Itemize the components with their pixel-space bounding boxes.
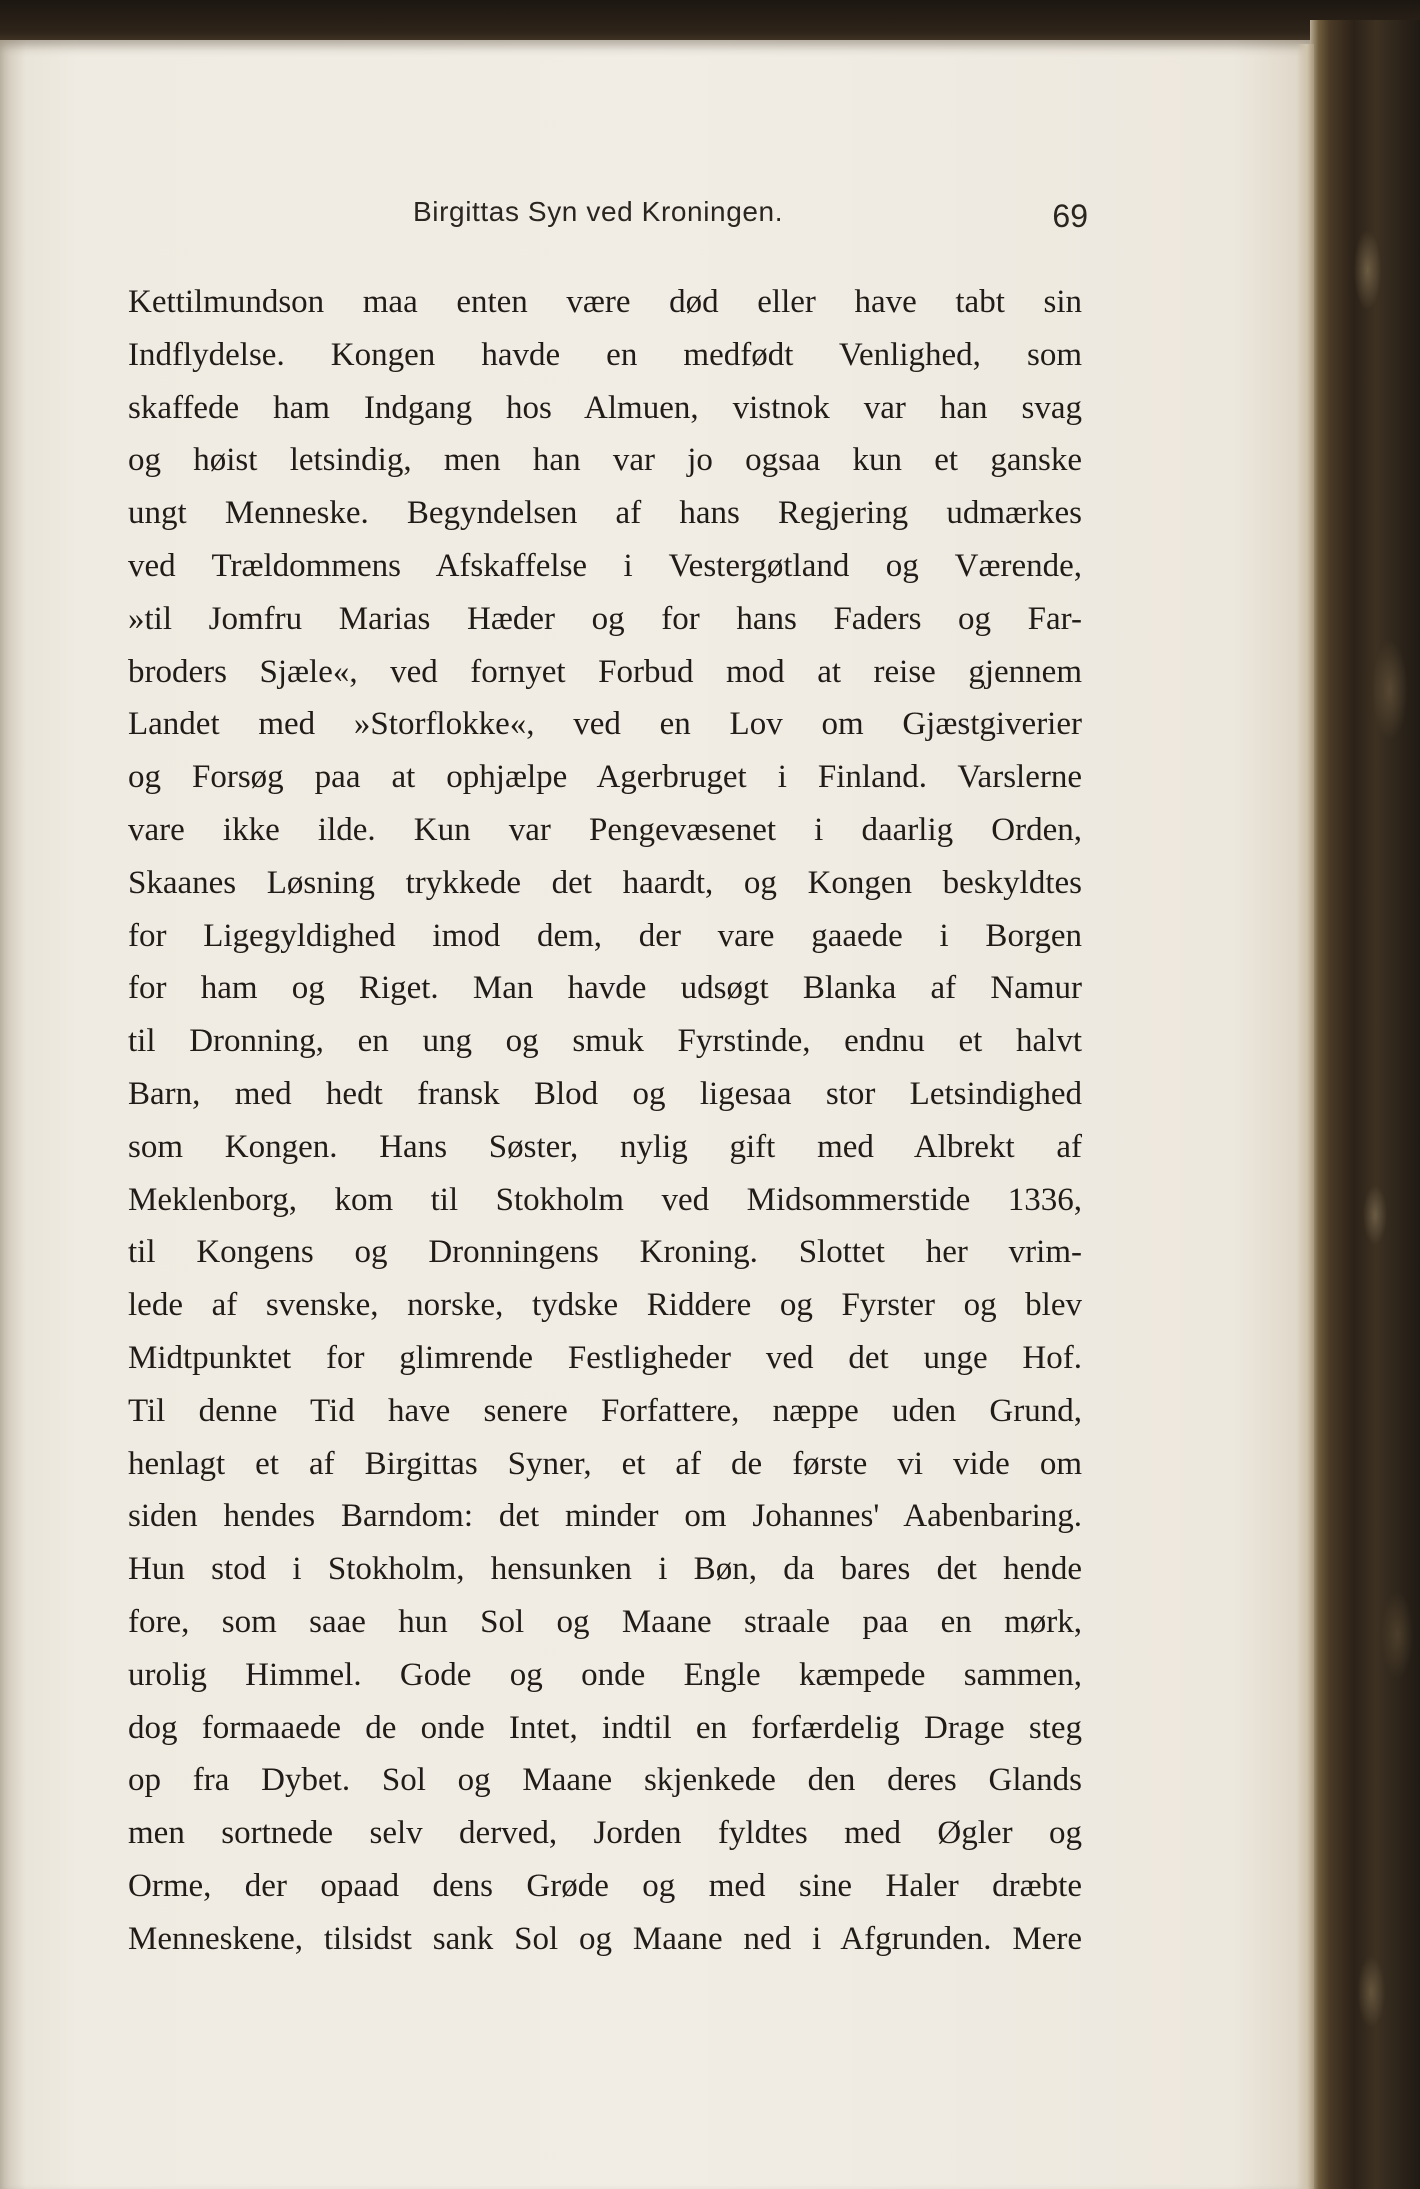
text-line: for ham og Riget. Man havde udsøgt Blanka af Namur [128, 970, 1082, 1007]
text-line: og Forsøg paa at ophjælpe Agerbruget i Finland. Varslerne [128, 759, 1082, 796]
body-text [128, 276, 1082, 1966]
text-line: lede af svenske, norske, tydske Riddere og Fyrster og blev [128, 1287, 1082, 1324]
text-line: Barn, med hedt fransk Blod og ligesaa stor Letsindighed [128, 1075, 1082, 1112]
text-line: Hun stod i Stokholm, hensunken i Bøn, da bares det hende [128, 1551, 1082, 1588]
gutter-shadow [0, 40, 26, 2189]
text-line: Orme, der opaad dens Grøde og med sine Haler dræbte [128, 1867, 1082, 1904]
text-line: broders Sjæle«, ved fornyet Forbud mod at reise gjennem [128, 653, 1082, 690]
text-line: men sortnede selv derved, Jorden fyldtes med Øgler og [128, 1815, 1082, 1852]
text-line: Meklenborg, kom til Stokholm ved Midsommerstide 1336, [128, 1181, 1082, 1218]
text-line: ungt Menneske. Begyndelsen af hans Regjering udmærkes [128, 495, 1082, 532]
text-line: skaffede ham Indgang hos Almuen, vistnok var han svag [128, 389, 1082, 426]
text-line: op fra Dybet. Sol og Maane skjenkede den deres Glands [128, 1762, 1082, 1799]
text-line: Menneskene, tilsidst sank Sol og Maane ned i Afgrunden. Mere [128, 1920, 1082, 1957]
text-line: urolig Himmel. Gode og onde Engle kæmpede sammen, [128, 1656, 1082, 1693]
text-line: og høist letsindig, men han var jo ogsaa kun et ganske [128, 442, 1082, 479]
text-line: ved Trældommens Afskaffelse i Vestergøtland og Værende, [128, 547, 1082, 584]
text-line: Til denne Tid have senere Forfattere, næppe uden Grund, [128, 1392, 1082, 1429]
text-line: dog formaaede de onde Intet, indtil en forfærdelig Drage steg [128, 1709, 1082, 1746]
text-line: for Ligegyldighed imod dem, der vare gaaede i Borgen [128, 917, 1082, 954]
running-title: Birgittas Syn ved Kroningen. [413, 196, 784, 227]
text-line: til Dronning, en ung og smuk Fyrstinde, endnu et halvt [128, 1023, 1082, 1060]
text-line: Indflydelse. Kongen havde en medfødt Venlighed, som [128, 336, 1082, 373]
text-line: henlagt et af Birgittas Syner, et af de første vi vide om [128, 1445, 1082, 1482]
marbled-cover [1345, 60, 1420, 2160]
page-number: 69 [1052, 198, 1088, 234]
text-line: til Kongens og Dronningens Kroning. Slottet her vrim- [128, 1234, 1082, 1271]
text-line: Midtpunktet for glimrende Festligheder ved det unge Hof. [128, 1339, 1082, 1376]
text-line: fore, som saae hun Sol og Maane straale paa en mørk, [128, 1603, 1082, 1640]
text-line: siden hendes Barndom: det minder om Johannes' Aabenbaring. [128, 1498, 1082, 1535]
page-edge [1296, 44, 1314, 2189]
text-line: som Kongen. Hans Søster, nylig gift med Albrekt af [128, 1128, 1082, 1165]
text-line: Landet med »Storflokke«, ved en Lov om Gjæstgiverier [128, 706, 1082, 743]
page-header [128, 196, 1088, 246]
text-line: Skaanes Løsning trykkede det haardt, og Kongen beskyldtes [128, 864, 1082, 901]
text-line: Kettilmundson maa enten være død eller have tabt sin [128, 284, 1082, 320]
text-line: vare ikke ilde. Kun var Pengevæsenet i daarlig Orden, [128, 811, 1082, 848]
text-line: »til Jomfru Marias Hæder og for hans Faders og Far- [128, 600, 1082, 637]
